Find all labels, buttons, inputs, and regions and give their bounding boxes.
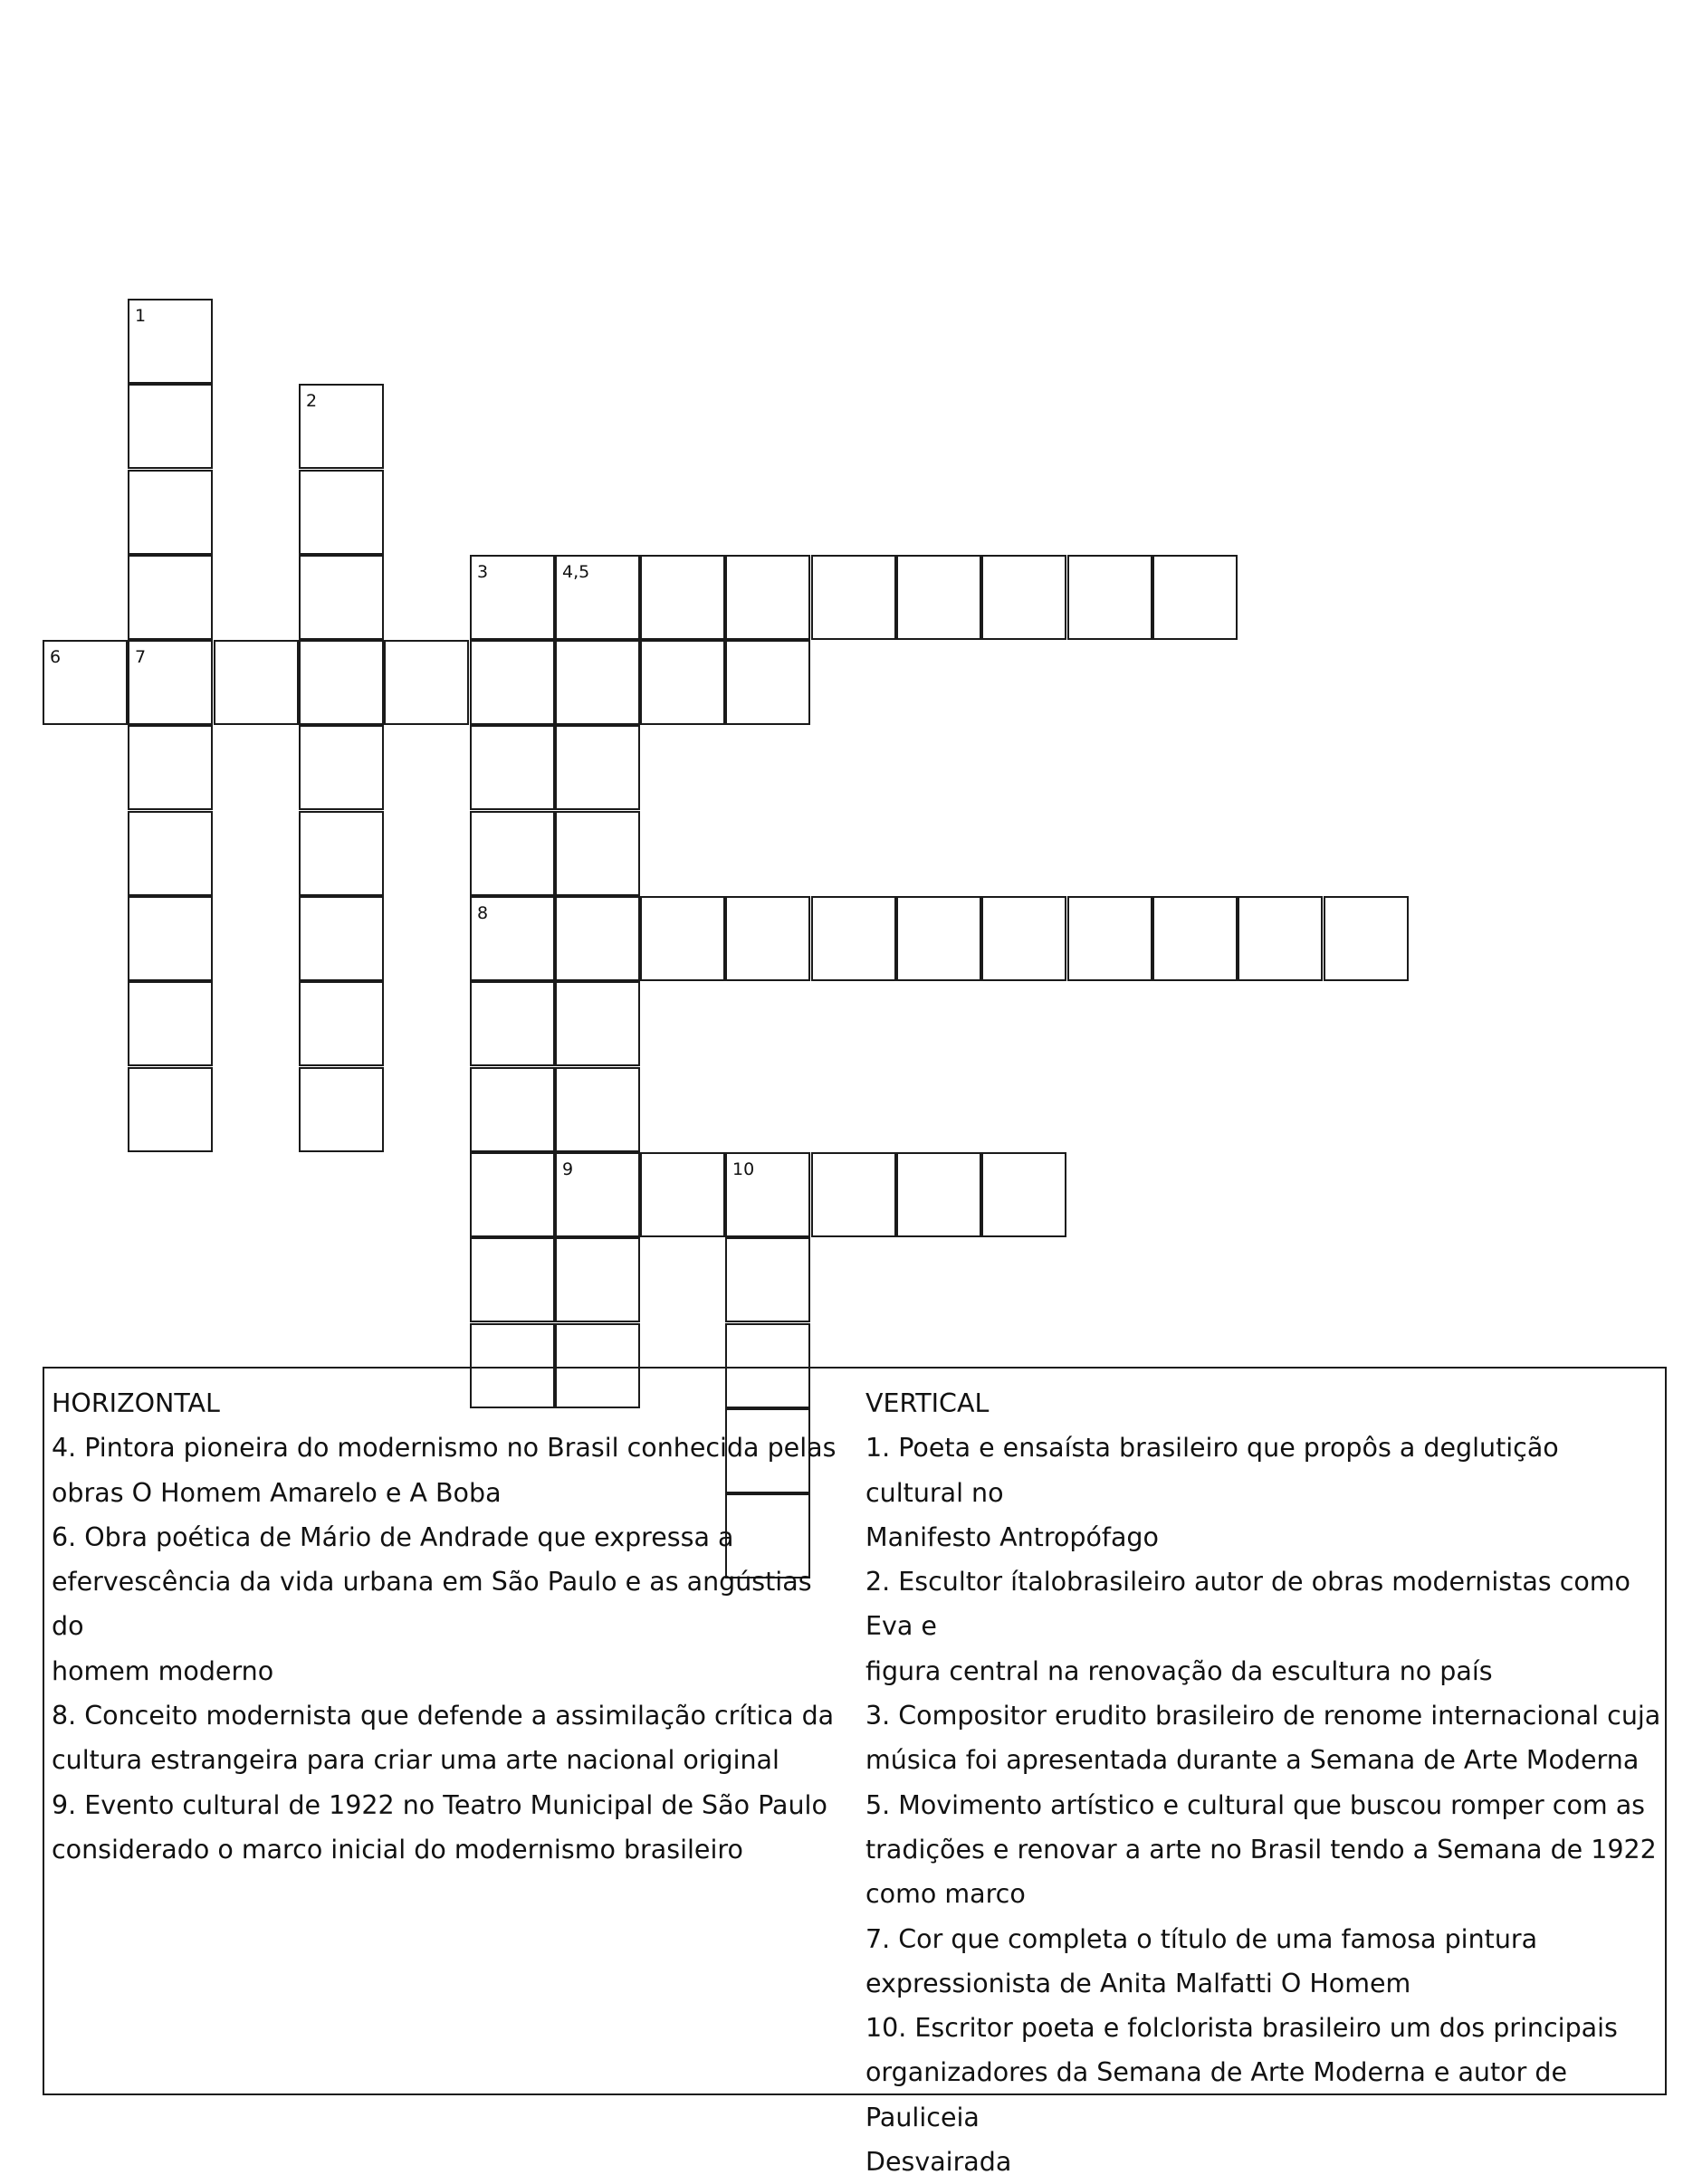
- grid-cell[interactable]: [725, 896, 810, 981]
- grid-cell[interactable]: [299, 725, 384, 810]
- vertical-heading: VERTICAL: [865, 1388, 990, 1418]
- clue-line: música foi apresentada durante a Semana de Arte Moderna: [865, 1745, 1640, 1776]
- grid-cell[interactable]: [896, 555, 981, 640]
- grid-cell[interactable]: [299, 981, 384, 1066]
- clue-line: 9. Evento cultural de 1922 no Teatro Municipal de São Paulo: [52, 1789, 827, 1820]
- clue-line: 4. Pintora pioneira do modernismo no Brasil conhecida pelas: [52, 1433, 837, 1464]
- grid-cell[interactable]: [811, 1152, 896, 1237]
- grid-cell[interactable]: [1152, 896, 1238, 981]
- clue-line: efervescência da vida urbana em São Paulo e as angústias do: [52, 1567, 812, 1642]
- grid-cell[interactable]: [1324, 896, 1409, 981]
- clues-box: [43, 1367, 1667, 2178]
- clue-line: 1. Poeta e ensaísta brasileiro que propôs a deglutição cultural no: [865, 1433, 1559, 1508]
- grid-cell[interactable]: [128, 384, 213, 469]
- grid-cell[interactable]: [555, 896, 640, 981]
- grid-cell[interactable]: [555, 725, 640, 810]
- grid-cell[interactable]: [299, 555, 384, 640]
- clue-line: cultura estrangeira para criar uma arte nacional original: [52, 1745, 779, 1776]
- clue-number: 7: [135, 647, 147, 667]
- grid-cell[interactable]: [981, 1152, 1066, 1237]
- grid-cell[interactable]: [555, 555, 640, 640]
- grid-cell[interactable]: [470, 981, 555, 1066]
- clue-number: 3: [477, 562, 489, 582]
- grid-cell[interactable]: [299, 470, 384, 555]
- grid-cell[interactable]: [1152, 555, 1238, 640]
- grid-cell[interactable]: [1067, 896, 1152, 981]
- grid-cell[interactable]: [128, 981, 213, 1066]
- grid-cell[interactable]: [555, 1067, 640, 1152]
- grid-cell[interactable]: [470, 725, 555, 810]
- grid-cell[interactable]: [299, 896, 384, 981]
- grid-cell[interactable]: [214, 640, 299, 725]
- clue-number: 9: [562, 1159, 574, 1179]
- grid-cell[interactable]: [128, 555, 213, 640]
- grid-cell[interactable]: [1238, 896, 1323, 981]
- grid-cell[interactable]: [384, 640, 469, 725]
- clue-line: como marco: [865, 1879, 1026, 1910]
- grid-cell[interactable]: [555, 1237, 640, 1322]
- grid-cell[interactable]: [640, 555, 725, 640]
- grid-cell[interactable]: [811, 555, 896, 640]
- clue-line: homem moderno: [52, 1655, 274, 1686]
- horizontal-clues: [52, 1381, 848, 1872]
- clue-line: tradições e renovar a arte no Brasil tendo a Semana de 1922: [865, 1834, 1657, 1865]
- clue-number: 1: [135, 306, 147, 326]
- grid-cell[interactable]: [640, 640, 725, 725]
- grid-cell[interactable]: [981, 896, 1066, 981]
- clue-line: 6. Obra poética de Mário de Andrade que expressa a: [52, 1521, 734, 1552]
- grid-cell[interactable]: [128, 725, 213, 810]
- grid-cell[interactable]: [896, 896, 981, 981]
- grid-cell[interactable]: [470, 811, 555, 896]
- grid-cell[interactable]: [128, 896, 213, 981]
- clue-line: 3. Compositor erudito brasileiro de renome internacional cuja: [865, 1701, 1661, 1731]
- grid-cell[interactable]: [640, 896, 725, 981]
- grid-cell[interactable]: [128, 470, 213, 555]
- grid-cell[interactable]: [470, 1152, 555, 1237]
- grid-cell[interactable]: [555, 981, 640, 1066]
- grid-cell[interactable]: [555, 811, 640, 896]
- grid-cell[interactable]: [1067, 555, 1152, 640]
- grid-cell[interactable]: [128, 299, 213, 384]
- clue-number: 10: [732, 1159, 755, 1179]
- clue-line: 2. Escultor ítalobrasileiro autor de obras modernistas como Eva e: [865, 1567, 1630, 1642]
- grid-cell[interactable]: [470, 555, 555, 640]
- grid-cell[interactable]: [43, 640, 128, 725]
- grid-cell[interactable]: [981, 555, 1066, 640]
- clue-number: 8: [477, 903, 489, 923]
- clue-number: 4,5: [562, 562, 590, 582]
- grid-cell[interactable]: [128, 1067, 213, 1152]
- grid-cell[interactable]: [725, 555, 810, 640]
- grid-cell[interactable]: [470, 896, 555, 981]
- grid-cell[interactable]: [640, 1152, 725, 1237]
- grid-cell[interactable]: [128, 811, 213, 896]
- clue-line: considerado o marco inicial do modernismo brasileiro: [52, 1834, 743, 1865]
- grid-cell[interactable]: [470, 1067, 555, 1152]
- grid-cell[interactable]: [299, 811, 384, 896]
- clue-line: 7. Cor que completa o título de uma famosa pintura: [865, 1923, 1538, 1954]
- grid-cell[interactable]: [555, 1152, 640, 1237]
- clue-line: expressionista de Anita Malfatti O Homem: [865, 1968, 1411, 1998]
- clue-number: 2: [306, 391, 318, 411]
- grid-cell[interactable]: [725, 1237, 810, 1322]
- grid-cell[interactable]: [299, 384, 384, 469]
- grid-cell[interactable]: [811, 896, 896, 981]
- clue-number: 6: [50, 647, 62, 667]
- clue-line: Manifesto Antropófago: [865, 1521, 1159, 1552]
- grid-cell[interactable]: [299, 640, 384, 725]
- clue-line: 10. Escritor poeta e folclorista brasileiro um dos principais: [865, 2013, 1618, 2044]
- grid-cell[interactable]: [725, 1152, 810, 1237]
- grid-cell[interactable]: [128, 640, 213, 725]
- clue-line: obras O Homem Amarelo e A Boba: [52, 1477, 502, 1508]
- clue-line: 5. Movimento artístico e cultural que buscou romper com as: [865, 1789, 1646, 1820]
- grid-cell[interactable]: [470, 1237, 555, 1322]
- grid-cell[interactable]: [470, 640, 555, 725]
- clue-line: organizadores da Semana de Arte Moderna e autor de Pauliceia: [865, 2057, 1567, 2132]
- grid-cell[interactable]: [725, 640, 810, 725]
- grid-cell[interactable]: [896, 1152, 981, 1237]
- clue-line: figura central na renovação da escultura no país: [865, 1655, 1493, 1686]
- clue-line: Desvairada: [865, 2147, 1012, 2178]
- horizontal-heading: HORIZONTAL: [52, 1388, 220, 1418]
- clue-line: 8. Conceito modernista que defende a assimilação crítica da: [52, 1701, 835, 1731]
- grid-cell[interactable]: [299, 1067, 384, 1152]
- grid-cell[interactable]: [555, 640, 640, 725]
- vertical-clues: [865, 1381, 1662, 2184]
